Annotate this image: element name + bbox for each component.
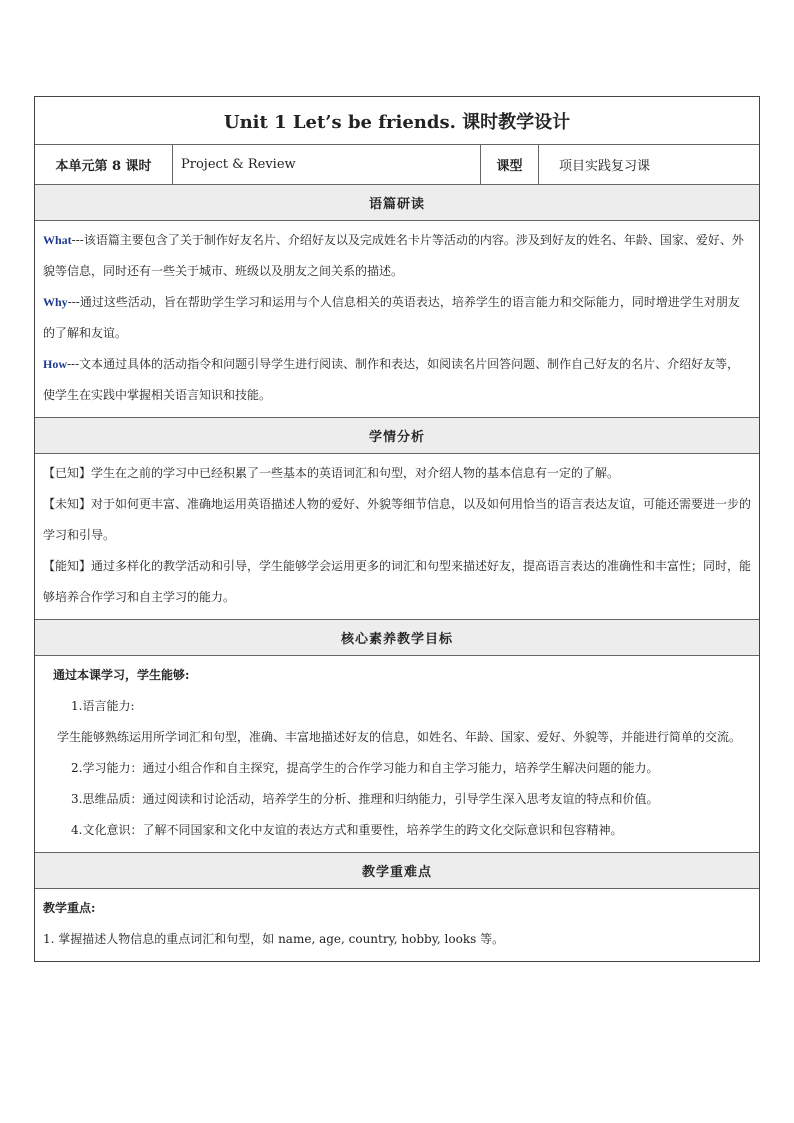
section-heading-text-study: 语篇研读 [35,185,759,221]
what-text: ---该语篇主要包含了关于制作好友名片、介绍好友以及完成姓名卡片等活动的内容。涉及到好友的姓名、年龄、国家、爱好、外貌等信息，同时还有一些关于城市、班级以及朋友之间关系的描述。 [43,233,744,278]
how-keyword: How [43,357,67,371]
section-heading-objectives: 核心素养教学目标 [35,620,759,656]
what-keyword: What [43,233,72,247]
lesson-type-value: 项目实践复习课 [559,159,651,174]
lesson-topic: Project & Review [173,145,481,184]
can-know-paragraph: 【能知】通过多样化的教学活动和引导，学生能够学会运用更多的词汇和句型来描述好友，提高语言表达的准确性和丰富性；同时，能够培养合作学习和自主学习的能力。 [43,559,752,604]
why-paragraph [43,287,751,349]
objectives-lead: 通过本课学习，学生能够: [53,668,190,682]
key-points-content [35,889,759,961]
page-title: Unit 1 Let’s be friends. 课时教学设计 [35,97,759,145]
objectives-content [35,656,759,853]
lesson-plan-table [34,96,760,962]
how-paragraph [43,349,751,411]
objective-4: 4.文化意识：了解不同国家和文化中友谊的表达方式和重要性，培养学生的跨文化交际意识和包容精神。 [71,823,623,837]
lesson-type-label: 课型 [481,145,539,184]
lesson-number-label: 本单元第 8 课时 [35,145,173,184]
meta-row [35,145,759,185]
learner-analysis-content [35,454,759,620]
objective-2: 2.学习能力：通过小组合作和自主探究，提高学生的合作学习能力和自主学习能力，培养学生解决问题的能力。 [71,761,659,775]
how-text: ---文本通过具体的活动指令和问题引导学生进行阅读、制作和表达，如阅读名片回答问题、制作自己好友的名片、介绍好友等，使学生在实践中掌握相关语言知识和技能。 [43,357,740,402]
known-paragraph: 【已知】学生在之前的学习中已经积累了一些基本的英语词汇和句型，对介绍人物的基本信息有一定的了解。 [43,466,620,480]
text-study-content [35,221,759,418]
key-point-1: 1. 掌握描述人物信息的重点词汇和句型，如 name, age, country, hobby, looks 等。 [43,932,505,946]
section-heading-key-points: 教学重难点 [35,853,759,889]
objective-1-title: 1.语言能力: [71,699,135,713]
why-keyword: Why [43,295,68,309]
section-heading-learner-analysis: 学情分析 [35,418,759,454]
what-paragraph [43,225,751,287]
unknown-paragraph: 【未知】对于如何更丰富、准确地运用英语描述人物的爱好、外貌等细节信息，以及如何用恰当的语言表达友谊，可能还需要进一步的学习和引导。 [43,497,752,542]
why-text: ---通过这些活动，旨在帮助学生学习和运用与个人信息相关的英语表达，培养学生的语言能力和交际能力，同时增进学生对朋友的了解和友谊。 [43,295,740,340]
objective-1-text: 学生能够熟练运用所学词汇和句型，准确、丰富地描述好友的信息，如姓名、年龄、国家、爱好、外貌等，并能进行简单的交流。 [57,730,742,744]
key-points-subheading: 教学重点: [43,901,96,915]
objective-3: 3.思维品质：通过阅读和讨论活动，培养学生的分析、推理和归纳能力，引导学生深入思考友谊的特点和价值。 [71,792,659,806]
